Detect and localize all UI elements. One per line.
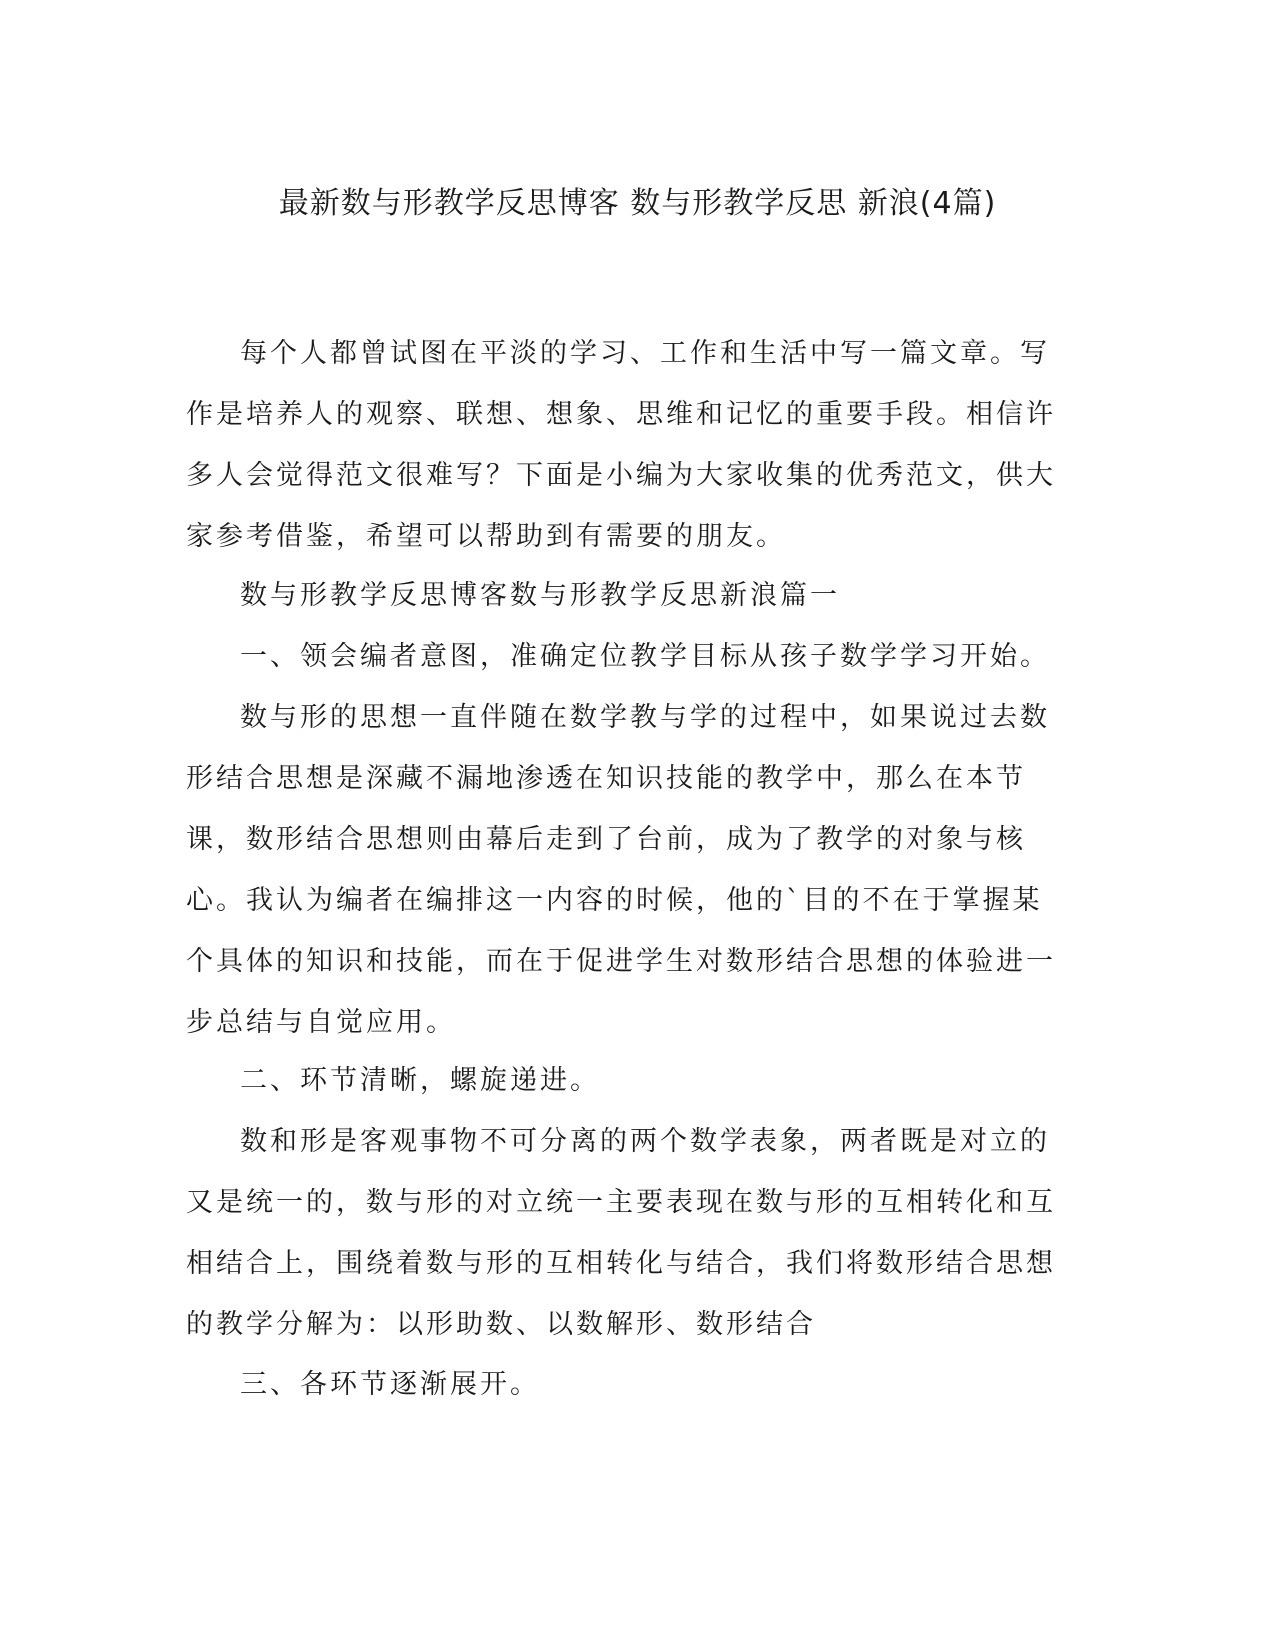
paragraph-text: 一、领会编者意图，准确定位教学目标从孩子数学学习开始。	[240, 641, 1050, 672]
paragraph-text: 二、环节清晰，螺旋递进。	[240, 1065, 600, 1096]
paragraph-text: 三、各环节逐渐展开。	[240, 1369, 540, 1400]
list-item-1	[186, 626, 1056, 687]
paragraph-text: 数和形是客观事物不可分离的两个数学表象，两者既是对立的又是统一的，数与形的对立统一主要表现在数与形的互相转化和互相结合上，围绕着数与形的互相转化与结合，我们将数形结合思想的教学分解为：以形助数、以数解形、数形结合	[186, 1126, 1056, 1340]
document-title: 最新数与形教学反思博客 数与形教学反思 新浪(4篇)	[278, 186, 997, 221]
paragraph-text: 数与形的思想一直伴随在数学教与学的过程中，如果说过去数形结合思想是深藏不漏地渗透在知识技能的教学中，那么在本节课，数形结合思想则由幕后走到了台前，成为了教学的对象与核心。我认为编者在编排这一内容的时候，他的`目的不在于掌握某个具体的知识和技能，而在于促进学生对数形结合思想的体验进一步总结与自觉应用。	[186, 702, 1056, 1038]
section-heading-1	[186, 565, 1056, 626]
intro-paragraph	[186, 323, 1056, 567]
list-item-3	[186, 1354, 1056, 1415]
paragraph-text: 每个人都曾试图在平淡的学习、工作和生活中写一篇文章。写作是培养人的观察、联想、想象、思维和记忆的重要手段。相信许多人会觉得范文很难写？下面是小编为大家收集的优秀范文，供大家参考借鉴，希望可以帮助到有需要的朋友。	[186, 338, 1056, 552]
paragraph-text: 数与形教学反思博客数与形教学反思新浪篇一	[240, 580, 840, 611]
list-item-2	[186, 1050, 1056, 1111]
body-paragraph-2	[186, 1111, 1056, 1355]
body-paragraph-1	[186, 687, 1056, 1053]
